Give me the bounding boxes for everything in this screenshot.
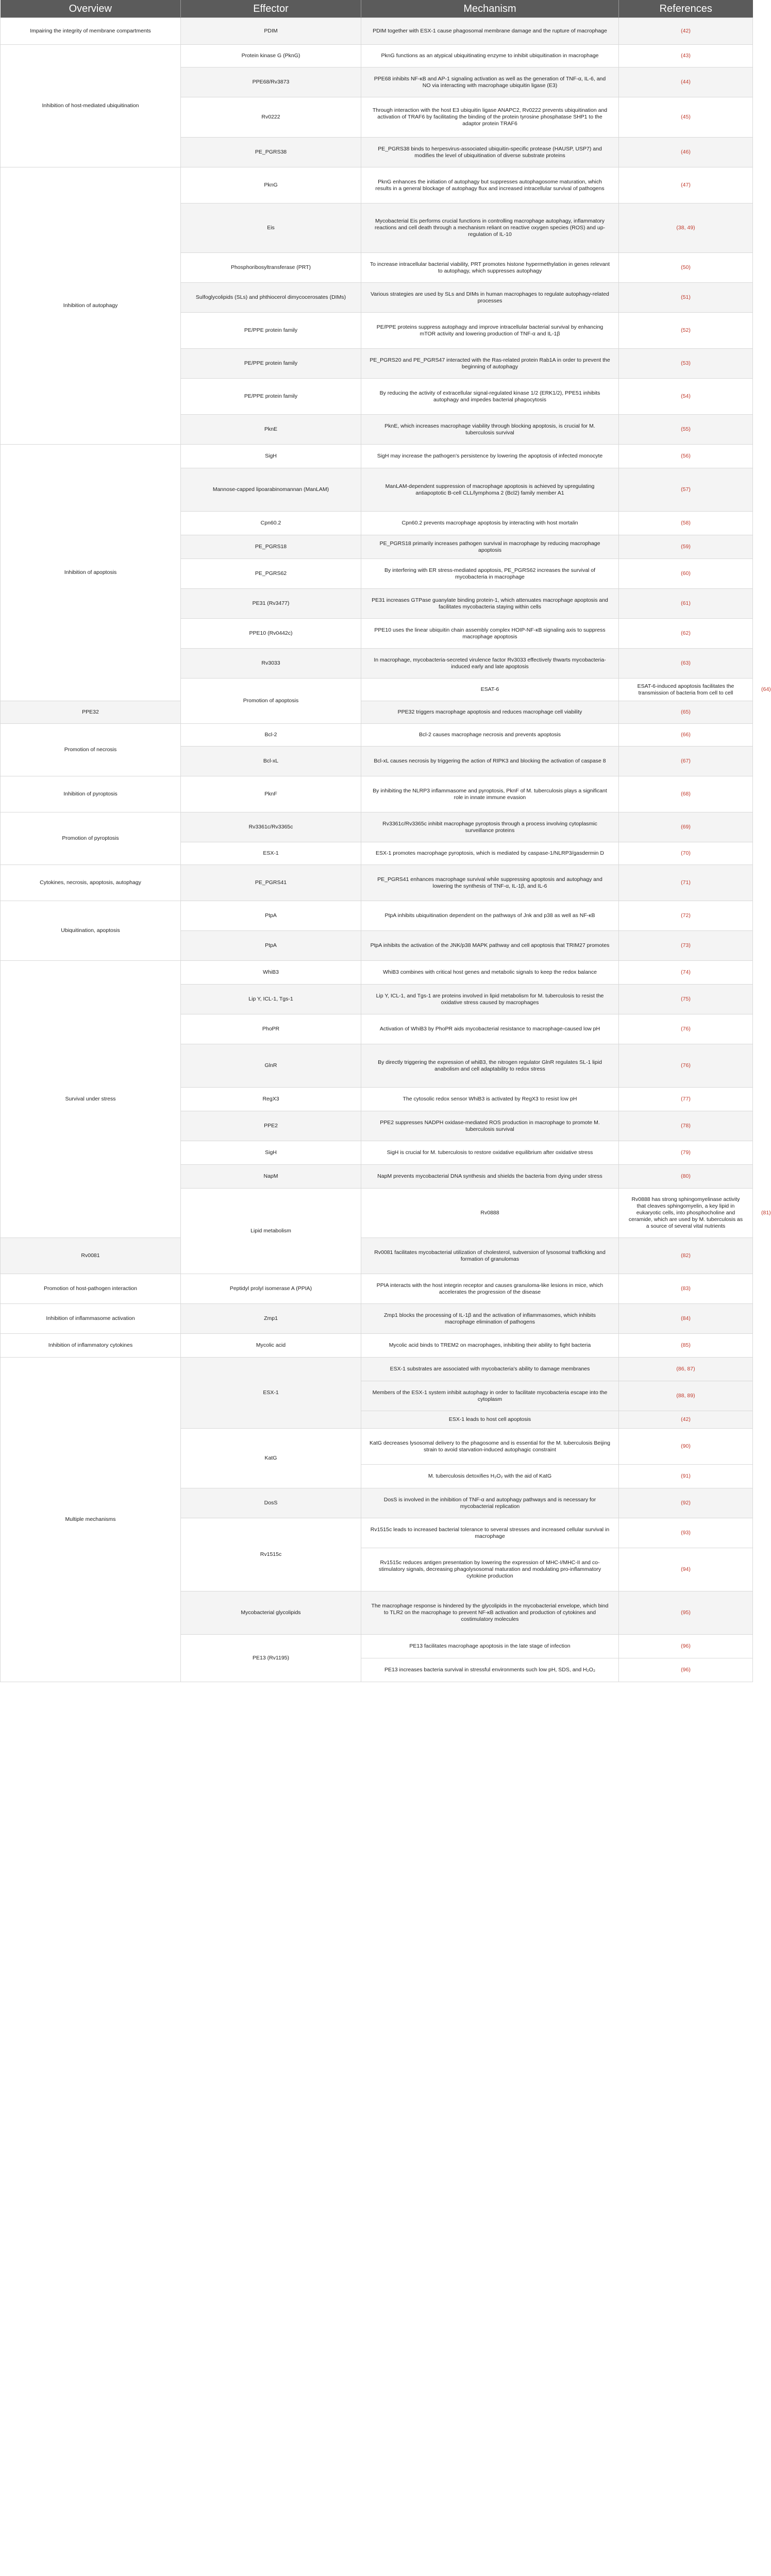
reference-link[interactable]: (50) <box>619 253 753 283</box>
effector-cell: ESX-1 <box>181 842 361 865</box>
mechanism-cell: Various strategies are used by SLs and DIMs in human macrophages to regulate autophagy-related processes <box>361 283 619 313</box>
table-row <box>1 1304 753 1334</box>
effector-cell: Eis <box>181 204 361 253</box>
mechanism-cell: PPE10 uses the linear ubiquitin chain assembly complex HOIP-NF-κB signaling axis to suppress macrophage apoptosis <box>361 619 619 649</box>
effector-cell: ESAT-6 <box>361 679 619 701</box>
effector-cell: PE/PPE protein family <box>181 349 361 379</box>
reference-link[interactable]: (78) <box>619 1111 753 1141</box>
reference-link[interactable]: (88, 89) <box>619 1381 753 1411</box>
effector-cell: DosS <box>181 1488 361 1518</box>
mechanism-cell: PE_PGRS41 enhances macrophage survival while suppressing apoptosis and autophagy and lowering the synthesis of TNF-α, IL-1β, and IL-6 <box>361 865 619 901</box>
reference-link[interactable]: (44) <box>619 67 753 97</box>
overview-cell: Inhibition of pyroptosis <box>1 776 181 812</box>
overview-cell: Inhibition of apoptosis <box>1 445 181 701</box>
reference-link[interactable]: (43) <box>619 45 753 67</box>
effector-cell: PE_PGRS18 <box>181 535 361 559</box>
mechanism-cell: PtpA inhibits the activation of the JNK/p38 MAPK pathway and cell apoptosis that TRIM27 promotes <box>361 931 619 961</box>
effector-cell: PPE68/Rv3873 <box>181 67 361 97</box>
mechanism-cell: Rv0888 has strong sphingomyelinase activity that cleaves sphingomyelin, a key lipid in eukaryotic cells, into phosphocholine and ceramide, which are used by M. tuberculosis as a source of several vital nutrients <box>619 1189 753 1238</box>
effector-cell: NapM <box>181 1165 361 1189</box>
reference-link[interactable]: (54) <box>619 379 753 415</box>
overview-cell: Inhibition of inflammasome activation <box>1 1304 181 1334</box>
reference-link[interactable]: (71) <box>619 865 753 901</box>
reference-link[interactable]: (69) <box>619 812 753 842</box>
table-row <box>1 1274 753 1304</box>
overview-cell: Cytokines, necrosis, apoptosis, autophagy <box>1 865 181 901</box>
overview-cell: Promotion of pyroptosis <box>1 812 181 865</box>
header-overview: Overview <box>1 0 181 18</box>
mechanism-cell: By interfering with ER stress-mediated apoptosis, PE_PGRS62 increases the survival of mycobacteria in macrophage <box>361 559 619 589</box>
reference-link[interactable]: (90) <box>619 1429 753 1465</box>
mechanism-cell: PknG enhances the initiation of autophagy but suppresses autophagosome maturation, which results in a general blockage of autophagy flux and increased intracellular survival of pathogens <box>361 167 619 204</box>
effector-cell: Rv0081 <box>1 1238 181 1274</box>
table-row <box>1 1238 753 1274</box>
mechanism-cell: To increase intracellular bacterial viability, PRT promotes histone hypermethylation in genes relevant to autophagy, which suppresses autophagy <box>361 253 619 283</box>
reference-link[interactable]: (42) <box>619 18 753 45</box>
effector-cell: PE_PGRS41 <box>181 865 361 901</box>
table-row: Promotion of apoptosis ESAT-6 ESAT-6-induced apoptosis facilitates the transmission of bacteria from cell to cell (64) <box>1 679 753 701</box>
reference-link[interactable]: (58) <box>619 512 753 535</box>
reference-link[interactable]: (86, 87) <box>619 1358 753 1381</box>
mechanism-cell: PPE68 inhibits NF-κB and AP-1 signaling activation as well as the generation of TNF-α, IL-6, and NO via interacting with macrophage ubiquitin ligase (E3) <box>361 67 619 97</box>
mechanism-cell: PPE32 triggers macrophage apoptosis and reduces macrophage cell viability <box>361 701 619 724</box>
table-row <box>1 445 753 468</box>
reference-link[interactable]: (95) <box>619 1591 753 1635</box>
effector-cell: PPE32 <box>1 701 181 724</box>
reference-link[interactable]: (83) <box>619 1274 753 1304</box>
reference-link[interactable]: (42) <box>619 1411 753 1429</box>
mechanism-cell: PknE, which increases macrophage viability through blocking apoptosis, is crucial for M. tuberculosis survival <box>361 415 619 445</box>
effector-cell: Cpn60.2 <box>181 512 361 535</box>
reference-link[interactable]: (96) <box>619 1635 753 1658</box>
effector-cell: Rv3033 <box>181 649 361 679</box>
mechanism-cell: Activation of WhiB3 by PhoPR aids mycobacterial resistance to macrophage-caused low pH <box>361 1014 619 1044</box>
reference-link[interactable]: (94) <box>619 1548 753 1591</box>
overview-cell: Inhibition of inflammatory cytokines <box>1 1334 181 1358</box>
effector-cell: WhiB3 <box>181 961 361 985</box>
table-row <box>1 724 753 747</box>
overview-cell: Impairing the integrity of membrane compartments <box>1 18 181 45</box>
table-row <box>1 1334 753 1358</box>
mechanism-cell: PE13 facilitates macrophage apoptosis in the late stage of infection <box>361 1635 619 1658</box>
header-effector: Effector <box>181 0 361 18</box>
effector-cell: Rv0888 <box>361 1189 619 1238</box>
effector-cell: SigH <box>181 1141 361 1165</box>
effector-cell: PE/PPE protein family <box>181 379 361 415</box>
overview-cell: Promotion of apoptosis <box>181 679 361 724</box>
effector-cell: Sulfoglycolipids (SLs) and phthiocerol dimycocerosates (DIMs) <box>181 283 361 313</box>
mechanism-cell: In macrophage, mycobacteria-secreted virulence factor Rv3033 effectively thwarts mycobacteria-induced early and late apoptosis <box>361 649 619 679</box>
reference-link[interactable]: (55) <box>619 415 753 445</box>
reference-link[interactable]: (61) <box>619 589 753 619</box>
reference-link[interactable]: (56) <box>619 445 753 468</box>
table-row <box>1 701 753 724</box>
effector-cell: Phosphoribosyltransferase (PRT) <box>181 253 361 283</box>
effector-cell: Bcl-xL <box>181 747 361 776</box>
effector-cell: PtpA <box>181 901 361 931</box>
mechanism-cell: PPE2 suppresses NADPH oxidase-mediated ROS production in macrophage to promote M. tuberculosis survival <box>361 1111 619 1141</box>
mechanism-cell: ESAT-6-induced apoptosis facilitates the transmission of bacteria from cell to cell <box>619 679 753 701</box>
overview-cell: Multiple mechanisms <box>1 1358 181 1682</box>
effector-cell: Rv1515c <box>181 1518 361 1591</box>
mechanism-cell: PknG functions as an atypical ubiquitinating enzyme to inhibit ubiquitination in macrophage <box>361 45 619 67</box>
effector-cell: Mycobacterial glycolipids <box>181 1591 361 1635</box>
reference-link[interactable]: (45) <box>619 97 753 138</box>
reference-link[interactable]: (60) <box>619 559 753 589</box>
header-row <box>1 0 753 18</box>
reference-link[interactable]: (63) <box>619 649 753 679</box>
mechanism-cell: By inhibiting the NLRP3 inflammasome and pyroptosis, PknF of M. tuberculosis plays a significant role in innate immune evasion <box>361 776 619 812</box>
reference-link[interactable]: (73) <box>619 931 753 961</box>
effector-cell: PE31 (Rv3477) <box>181 589 361 619</box>
effector-cell: GlnR <box>181 1044 361 1088</box>
effector-cell: PtpA <box>181 931 361 961</box>
reference-link[interactable]: (76) <box>619 1014 753 1044</box>
table-row <box>1 45 753 67</box>
reference-link[interactable]: (57) <box>619 468 753 512</box>
effector-cell: PE_PGRS62 <box>181 559 361 589</box>
reference-link[interactable]: (70) <box>619 842 753 865</box>
reference-link[interactable]: (46) <box>619 138 753 167</box>
mechanism-cell: PE_PGRS18 primarily increases pathogen survival in macrophage by reducing macrophage apoptosis <box>361 535 619 559</box>
reference-link[interactable]: (85) <box>619 1334 753 1358</box>
table-row <box>1 812 753 842</box>
table-row <box>1 865 753 901</box>
mechanism-cell: The macrophage response is hindered by the glycolipids in the mycobacterial envelope, which bind to TLR2 on the macrophage to prevent NF-κB activation and production of cytokines and costimulatory molecules <box>361 1591 619 1635</box>
mechanism-cell: SigH may increase the pathogen's persistence by lowering the apoptosis of infected monocyte <box>361 445 619 468</box>
reference-link[interactable]: (96) <box>619 1658 753 1682</box>
reference-link[interactable]: (62) <box>619 619 753 649</box>
mechanism-cell: Lip Y, ICL-1, and Tgs-1 are proteins involved in lipid metabolism for M. tuberculosis to resist the oxidative stress caused by macrophages <box>361 985 619 1014</box>
reference-link[interactable]: (77) <box>619 1088 753 1111</box>
overview-cell: Promotion of host-pathogen interaction <box>1 1274 181 1304</box>
mechanism-cell: Bcl-2 causes macrophage necrosis and prevents apoptosis <box>361 724 619 747</box>
mechanism-cell: DosS is involved in the inhibition of TNF-α and autophagy pathways and is necessary for mycobacterial replication <box>361 1488 619 1518</box>
effector-cell: Rv3361c/Rv3365c <box>181 812 361 842</box>
mechanism-cell: ESX-1 substrates are associated with mycobacteria's ability to damage membranes <box>361 1358 619 1381</box>
reference-link[interactable]: (52) <box>619 313 753 349</box>
reference-link[interactable]: (59) <box>619 535 753 559</box>
mechanism-cell: Mycolic acid binds to TREM2 on macrophages, inhibiting their ability to fight bacteria <box>361 1334 619 1358</box>
reference-link[interactable]: (53) <box>619 349 753 379</box>
table-body <box>1 18 771 1682</box>
table-row <box>1 18 753 45</box>
mechanism-cell: Members of the ESX-1 system inhibit autophagy in order to facilitate mycobacteria escape into the cytoplasm <box>361 1381 619 1411</box>
reference-link[interactable]: (72) <box>619 901 753 931</box>
table-row <box>1 1358 753 1381</box>
table-row <box>1 961 753 985</box>
mechanism-cell: By directly triggering the expression of whiB3, the nitrogen regulator GlnR regulates SL-1 lipid anabolism and cell adaptability to redox stress <box>361 1044 619 1088</box>
overview-cell: Inhibition of autophagy <box>1 167 181 445</box>
mechanism-cell: ESX-1 promotes macrophage pyroptosis, which is mediated by caspase-1/NLRP3/gasdermin D <box>361 842 619 865</box>
mechanism-cell: By reducing the activity of extracellular signal-regulated kinase 1/2 (ERK1/2), PPE51 inhibits autophagy and impedes bacterial phagocytosis <box>361 379 619 415</box>
reference-link[interactable]: (65) <box>619 701 753 724</box>
effector-cell: PE_PGRS38 <box>181 138 361 167</box>
mechanism-cell: PE31 increases GTPase guanylate binding protein-1, which attenuates macrophage apoptosis and facilitates mycobacteria staying within cells <box>361 589 619 619</box>
effector-cell: Rv0222 <box>181 97 361 138</box>
mechanism-cell: ManLAM-dependent suppression of macrophage apoptosis is achieved by upregulating antiapoptotic B-cell CLL/lymphoma 2 (Bcl2) family member A1 <box>361 468 619 512</box>
overview-cell: Lipid metabolism <box>181 1189 361 1274</box>
overview-cell: Ubiquitination, apoptosis <box>1 901 181 961</box>
effector-cell: Protein kinase G (PknG) <box>181 45 361 67</box>
reference-link[interactable]: (91) <box>619 1465 753 1488</box>
mechanism-cell: NapM prevents mycobacterial DNA synthesis and shields the bacteria from dying under stress <box>361 1165 619 1189</box>
table-row <box>1 167 753 204</box>
effector-cell: SigH <box>181 445 361 468</box>
mechanism-cell: Rv0081 facilitates mycobacterial utilization of cholesterol, subversion of lysosomal trafficking and formation of granulomas <box>361 1238 619 1274</box>
mechanism-cell: Mycobacterial Eis performs crucial functions in controlling macrophage autophagy, inflammatory reactions and cell death through a mechanism reliant on reactive oxygen species (ROS) and up-regulation of IL-10 <box>361 204 619 253</box>
effector-cell: PknF <box>181 776 361 812</box>
mechanism-cell: Through interaction with the host E3 ubiquitin ligase ANAPC2, Rv0222 prevents ubiquitination and activation of TRAF6 by facilitating the binding of the protein tyrosine phosphatase SHP1 to the adaptor protein TRAF6 <box>361 97 619 138</box>
overview-cell: Inhibition of host-mediated ubiquitination <box>1 45 181 167</box>
mechanism-cell: Rv1515c reduces antigen presentation by lowering the expression of MHC-I/MHC-II and co-stimulatory signals, decreasing phagolysosomal maturation and modulating pro-inflammatory cytokine production <box>361 1548 619 1591</box>
mechanism-cell: PE_PGRS38 binds to herpesvirus-associated ubiquitin-specific protease (HAUSP, USP7) and modifies the level of ubiquitination of diverse substrate proteins <box>361 138 619 167</box>
reference-link[interactable]: (68) <box>619 776 753 812</box>
mechanism-cell: M. tuberculosis detoxifies H₂O₂ with the aid of KatG <box>361 1465 619 1488</box>
effector-cell: Lip Y, ICL-1, Tgs-1 <box>181 985 361 1014</box>
effector-cell: Mannose-capped lipoarabinomannan (ManLAM) <box>181 468 361 512</box>
mechanism-cell: WhiB3 combines with critical host genes and metabolic signals to keep the redox balance <box>361 961 619 985</box>
mechanism-cell: PE13 increases bacteria survival in stressful environments such low pH, SDS, and H₂O₂ <box>361 1658 619 1682</box>
overview-cell: Survival under stress <box>1 961 181 1238</box>
effector-cell: ESX-1 <box>181 1358 361 1429</box>
reference-link[interactable]: (92) <box>619 1488 753 1518</box>
effector-cell: PPE2 <box>181 1111 361 1141</box>
effector-cell: RegX3 <box>181 1088 361 1111</box>
reference-link[interactable]: (47) <box>619 167 753 204</box>
effector-cell: PE13 (Rv1195) <box>181 1635 361 1682</box>
mechanism-cell: ESX-1 leads to host cell apoptosis <box>361 1411 619 1429</box>
reference-link[interactable]: (82) <box>619 1238 753 1274</box>
mechanism-cell: Cpn60.2 prevents macrophage apoptosis by interacting with host mortalin <box>361 512 619 535</box>
overview-cell: Promotion of necrosis <box>1 724 181 776</box>
header-references: References <box>619 0 753 18</box>
reference-link[interactable]: (74) <box>619 961 753 985</box>
reference-link[interactable]: (67) <box>619 747 753 776</box>
effector-cell: Zmp1 <box>181 1304 361 1334</box>
mechanism-cell: Rv3361c/Rv3365c inhibit macrophage pyroptosis through a process involving cytoplasmic surveillance proteins <box>361 812 619 842</box>
mechanism-cell: Rv1515c leads to increased bacterial tolerance to several stresses and increased cellular survival in macrophage <box>361 1518 619 1548</box>
reference-link[interactable]: (79) <box>619 1141 753 1165</box>
reference-link[interactable]: (76) <box>619 1044 753 1088</box>
reference-link[interactable]: (38, 49) <box>619 204 753 253</box>
reference-link[interactable]: (75) <box>619 985 753 1014</box>
effector-cell: KatG <box>181 1429 361 1488</box>
effector-cell: PDIM <box>181 18 361 45</box>
effector-cell: PE/PPE protein family <box>181 313 361 349</box>
mechanism-cell: PE/PPE proteins suppress autophagy and improve intracellular bacterial survival by enhancing mTOR activity and lowering production of TNF-α and IL-1β <box>361 313 619 349</box>
table-row <box>1 776 753 812</box>
mechanism-cell: PDIM together with ESX-1 cause phagosomal membrane damage and the rupture of macrophage <box>361 18 619 45</box>
mechanism-cell: PE_PGRS20 and PE_PGRS47 interacted with the Ras-related protein Rab1A in order to prevent the beginning of autophagy <box>361 349 619 379</box>
effector-cell: Peptidyl prolyl isomerase A (PPIA) <box>181 1274 361 1304</box>
mechanism-cell: PPIA interacts with the host integrin receptor and causes granuloma-like lesions in mice, which accelerates the progression of the disease <box>361 1274 619 1304</box>
mechanism-cell: The cytosolic redox sensor WhiB3 is activated by RegX3 to resist low pH <box>361 1088 619 1111</box>
mechanism-cell: PtpA inhibits ubiquitination dependent on the pathways of Jnk and p38 as well as NF-κB <box>361 901 619 931</box>
table-row: Lipid metabolism Rv0888 Rv0888 has strong sphingomyelinase activity that cleaves sphingomyelin, a key lipid in eukaryotic cells, into phosphocholine and ceramide, which are used by M. tuberculosis as a source of several vital nutrients (81) <box>1 1189 753 1238</box>
effector-cell: Bcl-2 <box>181 724 361 747</box>
reference-link[interactable]: (51) <box>619 283 753 313</box>
effector-cell: PhoPR <box>181 1014 361 1044</box>
reference-link[interactable]: (84) <box>619 1304 753 1334</box>
effector-cell: PknE <box>181 415 361 445</box>
reference-link[interactable]: (93) <box>619 1518 753 1548</box>
effector-cell: PPE10 (Rv0442c) <box>181 619 361 649</box>
effector-cell: PknG <box>181 167 361 204</box>
effector-cell: Mycolic acid <box>181 1334 361 1358</box>
mechanism-cell: SigH is crucial for M. tuberculosis to restore oxidative equilibrium after oxidative stress <box>361 1141 619 1165</box>
mechanism-cell: Bcl-xL causes necrosis by triggering the action of RIPK3 and blocking the activation of caspase 8 <box>361 747 619 776</box>
reference-link[interactable]: (66) <box>619 724 753 747</box>
mechanism-cell: KatG decreases lysosomal delivery to the phagosome and is essential for the M. tuberculosis Beijing strain to avoid starvation-induced autophagic constraint <box>361 1429 619 1465</box>
table-row <box>1 901 753 931</box>
header-mechanism: Mechanism <box>361 0 619 18</box>
mechanism-cell: Zmp1 blocks the processing of IL-1β and the activation of inflammasomes, which inhibits macrophage elimination of pathogens <box>361 1304 619 1334</box>
reference-link[interactable]: (80) <box>619 1165 753 1189</box>
